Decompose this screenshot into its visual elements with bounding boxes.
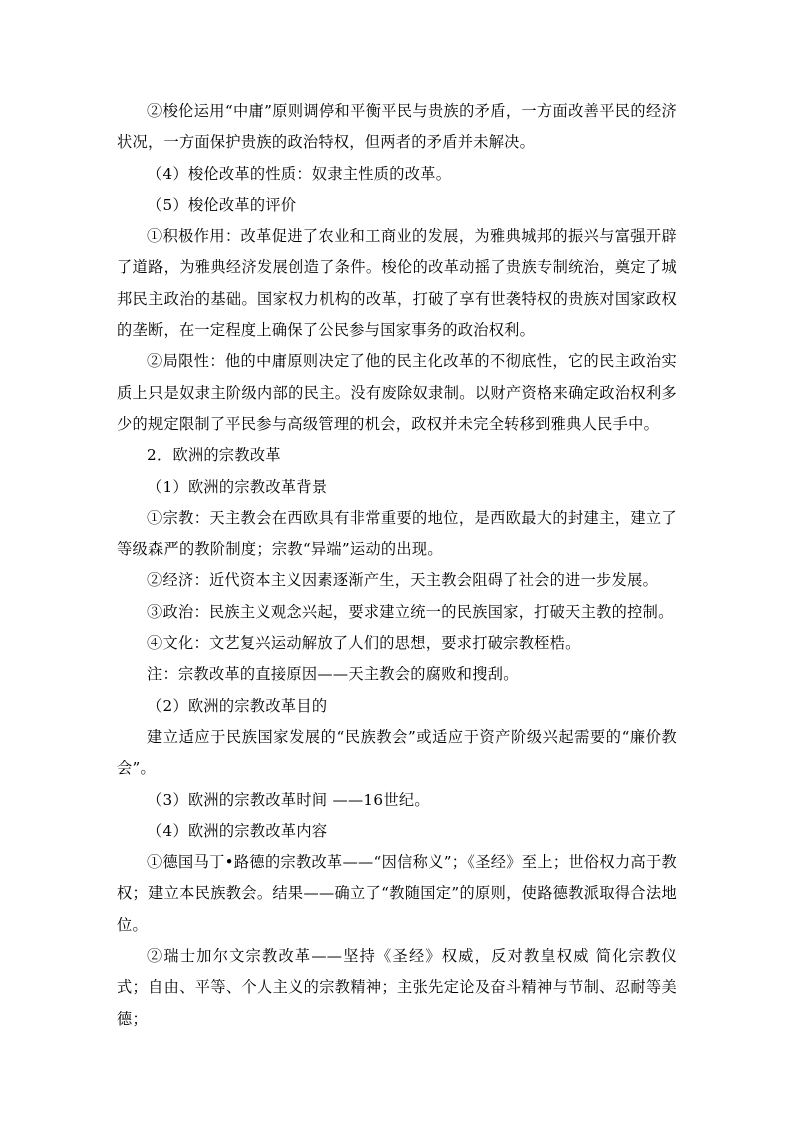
paragraph-background-politics: ③政治：民族主义观念兴起，要求建立统一的民族国家，打破天主教的控制。 [147, 602, 674, 621]
heading-solon-reform-evaluation: （5）梭伦改革的评价 [147, 195, 297, 214]
paragraph-background-religion: ①宗教：天主教会在西欧具有非常重要的地位，是西欧最大的封建主，建立了等级森严的教阶制度；宗教“异端”运动的出现。 [117, 508, 677, 559]
document-page [117, 96, 677, 1035]
paragraph-positive-effects: ①积极作用：改革促进了农业和工商业的发展，为雅典城邦的振兴与富强开辟了道路，为雅典经济发展创造了条件。梭伦的改革动摇了贵族专制统治，奠定了城邦民主政治的基础。国家权力机构的改革，打破了享有世袭特权的贵族对国家政权的垄断，在一定程度上确保了公民参与国家事务的政治权利。 [117, 227, 677, 340]
paragraph-direct-cause-note: 注：宗教改革的直接原因——天主教会的腐败和搜刮。 [147, 665, 519, 684]
paragraph-background-culture: ④文化：文艺复兴运动解放了人们的思想，要求打破宗教桎梏。 [147, 634, 581, 653]
paragraph-reformation-time: （3）欧洲的宗教改革时间 ——16世纪。 [147, 790, 430, 809]
paragraph-solon-mean-principle: ②梭伦运用“中庸”原则调停和平衡平民与贵族的矛盾，一方面改善平民的经济状况，一方面保护贵族的政治特权，但两者的矛盾并未解决。 [117, 102, 677, 152]
paragraph-background-economy: ②经济：近代资本主义因素逐渐产生，天主教会阻碍了社会的进一步发展。 [147, 571, 659, 590]
heading-reformation-content: （4）欧洲的宗教改革内容 [147, 821, 328, 840]
paragraph-luther-reform: ①德国马丁•路德的宗教改革——“因信称义”；《圣经》至上；世俗权力高于教权；建立本民族教会。结果——确立了“教随国定”的原则，使路德教派取得合法地位。 [117, 853, 677, 934]
paragraph-limitations: ②局限性：他的中庸原则决定了他的民主化改革的不彻底性，它的民主政治实质上只是奴隶主阶级内部的民主。没有废除奴隶制。以财产资格来确定政治权利多少的规定限制了平民参与高级管理的机会，政权并未完全转移到雅典人民手中。 [117, 352, 677, 433]
heading-european-reformation: 2．欧洲的宗教改革 [147, 446, 281, 465]
heading-reformation-background: （1）欧洲的宗教改革背景 [147, 477, 328, 496]
paragraph-purpose: 建立适应于民族国家发展的“民族教会”或适应于资产阶级兴起需要的“廉价教会”。 [117, 727, 677, 778]
paragraph-calvin-reform: ②瑞士加尔文宗教改革——坚持《圣经》权威，反对教皇权威 简化宗教仪式；自由、平等、个人主义的宗教精神；主张先定论及奋斗精神与节制、忍耐等美德； [117, 947, 677, 1028]
heading-reformation-purpose: （2）欧洲的宗教改革目的 [147, 696, 328, 715]
paragraph-solon-reform-nature: （4）梭伦改革的性质：奴隶主性质的改革。 [147, 164, 452, 183]
